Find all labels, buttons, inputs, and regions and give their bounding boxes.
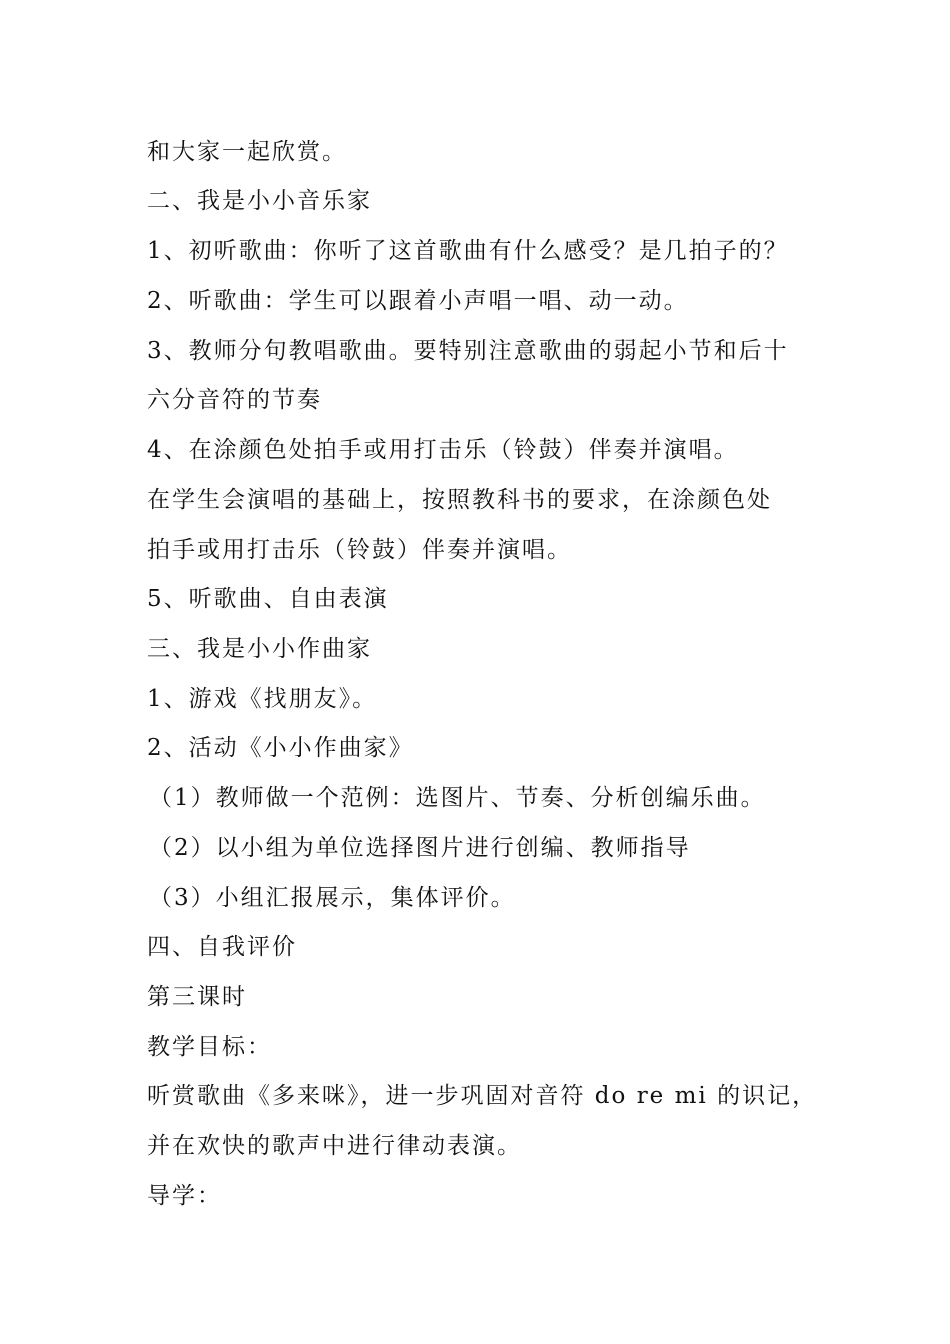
text-line: （3）小组汇报展示，集体评价。 [149,885,516,911]
text-line: 1、初听歌曲：你听了这首歌曲有什么感受？是几拍子的？ [147,238,789,264]
text-line: 听赏歌曲《多来咪》，进一步巩固对音符 do re mi 的识记， [147,1083,818,1109]
text-line: 并在欢快的歌声中进行律动表演。 [147,1133,522,1159]
section-heading: 四、自我评价 [147,934,297,960]
text-line: 1、游戏《找朋友》。 [147,686,378,712]
text-line: 2、活动《小小作曲家》 [147,735,414,761]
text-line: 拍手或用打击乐（铃鼓）伴奏并演唱。 [147,537,572,563]
text-line: （2）以小组为单位选择图片进行创编、教师指导 [149,835,691,861]
lesson-heading: 第三课时 [147,984,247,1010]
text-line: 4、在涂颜色处拍手或用打击乐（铃鼓）伴奏并演唱。 [147,437,739,463]
text-line: 2、听歌曲：学生可以跟着小声唱一唱、动一动。 [147,288,689,314]
section-heading: 三、我是小小作曲家 [147,636,372,662]
text-line: 六分音符的节奏 [147,387,322,413]
text-line: 5、听歌曲、自由表演 [147,586,389,612]
subheading: 教学目标： [147,1034,272,1060]
text-line: 3、教师分句教唱歌曲。要特别注意歌曲的弱起小节和后十 [147,338,789,364]
text-line: 在学生会演唱的基础上，按照教科书的要求，在涂颜色处 [147,487,772,513]
text-line: （1）教师做一个范例：选图片、节奏、分析创编乐曲。 [149,785,766,811]
subheading: 导学： [147,1183,222,1209]
section-heading: 二、我是小小音乐家 [147,188,372,214]
text-line: 和大家一起欣赏。 [147,139,347,165]
